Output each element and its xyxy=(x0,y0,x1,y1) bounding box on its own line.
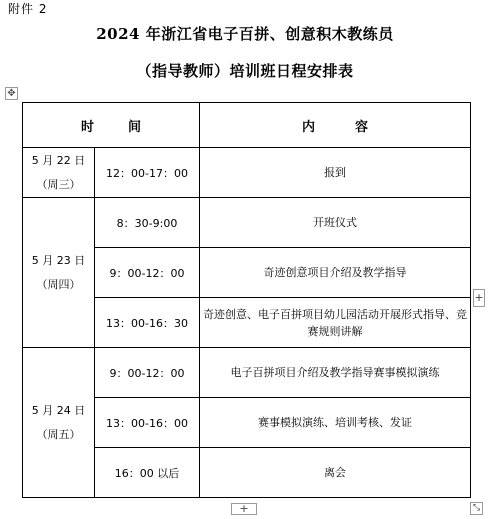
date-cell[interactable] xyxy=(23,198,95,348)
header-time-cell[interactable]: 时间 xyxy=(23,103,200,148)
content-cell[interactable]: 奇迹创意项目介绍及教学指导 xyxy=(200,248,471,298)
time-cell[interactable]: 13：00-16：30 xyxy=(95,298,200,348)
table-row xyxy=(23,198,471,248)
date-cell[interactable] xyxy=(23,148,95,198)
date-text: 5 月 22 日 xyxy=(31,153,86,167)
time-cell[interactable]: 9：00-12：00 xyxy=(95,348,200,398)
time-cell[interactable]: 16：00 以后 xyxy=(95,448,200,498)
table-move-handle-icon[interactable]: ✥ xyxy=(5,87,18,100)
attachment-label: 附件 2 xyxy=(8,2,48,16)
date-text: 5 月 23 日 xyxy=(31,253,86,267)
document-title-line1: 2024 年浙江省电子百拼、创意积木教练员 xyxy=(96,25,394,43)
header-content-cell[interactable]: 内容 xyxy=(200,103,471,148)
document-title-line2: （指导教师）培训班日程安排表 xyxy=(136,62,354,80)
content-cell[interactable]: 赛事模拟演练、培训考核、发证 xyxy=(200,398,471,448)
content-cell[interactable]: 离会 xyxy=(200,448,471,498)
schedule-table xyxy=(22,102,471,498)
content-cell[interactable]: 电子百拼项目介绍及教学指导赛事模拟演练 xyxy=(200,348,471,398)
add-column-plus-icon[interactable]: + xyxy=(473,289,485,307)
time-cell[interactable]: 8：30-9:00 xyxy=(95,198,200,248)
table-row xyxy=(23,148,471,198)
add-row-plus-icon[interactable]: + xyxy=(231,503,257,515)
weekday-text: （周四） xyxy=(36,277,81,291)
content-cell[interactable]: 奇迹创意、电子百拼项目幼儿园活动开展形式指导、竞赛规则讲解 xyxy=(200,298,471,348)
table-header-row xyxy=(23,103,471,148)
time-cell[interactable]: 9：00-12：00 xyxy=(95,248,200,298)
content-cell[interactable]: 报到 xyxy=(200,148,471,198)
date-cell[interactable] xyxy=(23,348,95,498)
weekday-text: （周三） xyxy=(36,177,81,191)
table-resize-diagonal-icon[interactable]: ⤡ xyxy=(470,502,483,515)
weekday-text: （周五） xyxy=(36,427,81,441)
time-cell[interactable]: 12：00-17：00 xyxy=(95,148,200,198)
date-text: 5 月 24 日 xyxy=(31,403,86,417)
content-cell[interactable]: 开班仪式 xyxy=(200,198,471,248)
table-row xyxy=(23,348,471,398)
time-cell[interactable]: 13：00-16：00 xyxy=(95,398,200,448)
